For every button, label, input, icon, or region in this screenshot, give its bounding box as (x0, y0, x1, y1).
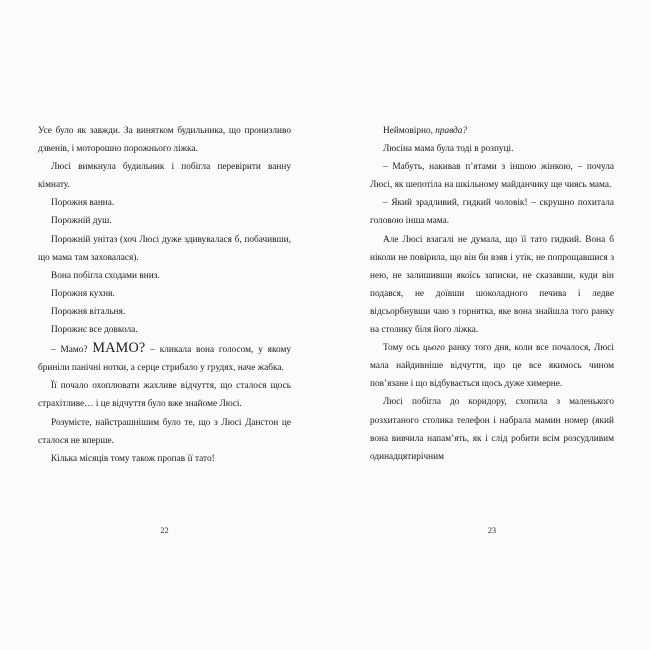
paragraph (370, 339, 614, 393)
paragraph-text: – кликала вона голосом, у якому бриніли панічні нотки, а серце стрибало у грудях, наче жабка. (38, 345, 291, 374)
paragraph: Порожня ванна. (51, 198, 115, 209)
page-left (38, 122, 291, 468)
paragraph-text: – Мамо? (51, 345, 93, 356)
page-left-textblock (38, 122, 291, 468)
paragraph: Розумієте, найстрашнішим було те, що з Люсі Данстон це сталося не вперше. (38, 417, 291, 446)
emphasis-shout: МАМО? (92, 340, 146, 357)
paragraph-text: ранку того дня, коли все почалося, Люсі мала найдивніше відчуття, що це все якимось чином пов’язане і що відбувається щось дуже химерне. (370, 343, 614, 390)
paragraph: Порожній душ. (51, 216, 112, 227)
emphasis-italic: цього (423, 343, 445, 354)
paragraph: Порожнє все довкола. (51, 325, 138, 336)
paragraph: Порожня кухня. (51, 288, 115, 299)
paragraph: Вона побігла сходами вниз. (51, 270, 160, 281)
page-right (370, 122, 614, 466)
paragraph: Люсі вимкнула будильник і побігла перевірити ванну кімнату. (38, 162, 291, 191)
paragraph: Порожня вітальня. (51, 306, 126, 317)
paragraph: Але Люсі взагалі не думала, що її тато гидкий. Вона б ніколи не повірила, що він би взяв і утік, не попрощавшися з нею, не залишивши якоїсь записки, не сказавши, куди він подався, не доївши шоколадного печива і ледве відсьорбнувши чаю з горнятка, яке вона знайшла того ранку на столику біля його ліжка. (370, 234, 614, 336)
paragraph (38, 339, 291, 377)
paragraph: Кілька місяців тому також пропав її тато! (51, 453, 215, 464)
paragraph: – Мабуть, накивав п’ятами з іншою жінкою, – почула Люсі, як шепотіла на шкільному майданчику ще чиясь мама. (370, 162, 614, 191)
paragraph: – Який зрадливий, гидкий чоловік! – скрушно похитала головою інша мама. (370, 198, 614, 227)
paragraph-text: Тому ось (383, 343, 424, 354)
paragraph: Усе було як завжди. За винятком будильника, що пронизливо дзвенів, і моторошно порожнього ліжка. (38, 126, 291, 155)
page-number-left: 22 (160, 526, 169, 535)
paragraph-text: Неймовірно, (383, 126, 436, 136)
page-right-textblock (370, 122, 614, 466)
page-number-right: 23 (487, 526, 497, 535)
emphasis-italic: правда? (435, 126, 468, 136)
paragraph: Її почало охоплювати жахливе відчуття, що сталося щось страхітливе… і це відчуття було вже знайоме Люсі. (38, 381, 291, 410)
paragraph (370, 122, 614, 140)
paragraph: Люсі побігла до коридору, схопила з маленького розхитаного столика телефон і набрала мамин номер (який вона вивчила напам’ять, як і слід робити всім розсудливим одинадцятирічним (370, 397, 614, 462)
paragraph: Порожній унітаз (хоч Люсі дуже здивувалася б, побачивши, що мама там заховалася). (38, 234, 291, 263)
paragraph: Люсіна мама була тоді в розпуці. (383, 144, 514, 155)
